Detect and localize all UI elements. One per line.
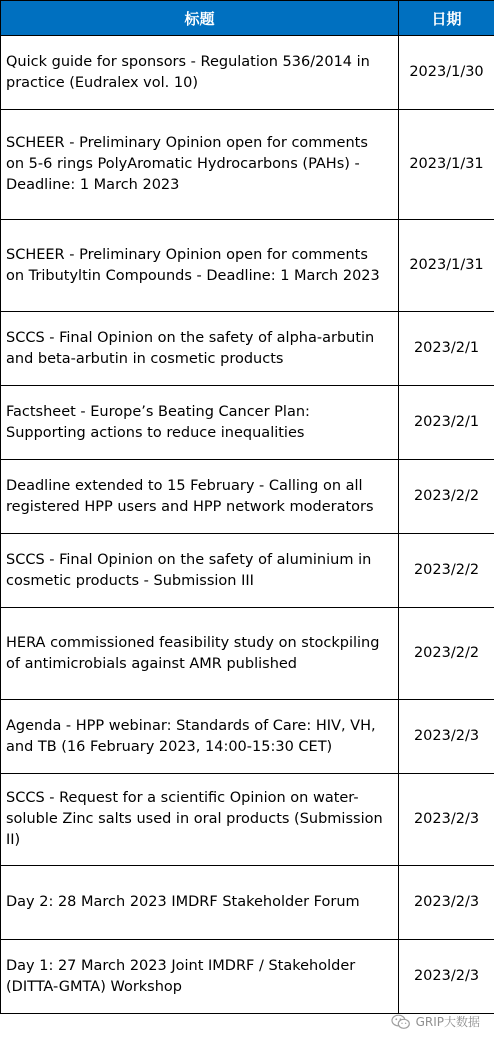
row-date: 2023/2/1: [399, 312, 494, 386]
row-date: 2023/1/31: [399, 110, 494, 220]
table-row: [1, 460, 494, 534]
row-title: SCCS - Final Opinion on the safety of alpha-arbutin and beta-arbutin in cosmetic products: [1, 312, 399, 386]
table-row: [1, 386, 494, 460]
title-column-header: 标题: [1, 1, 399, 36]
watermark: [391, 1013, 480, 1030]
row-title: Day 2: 28 March 2023 IMDRF Stakeholder Forum: [1, 866, 399, 940]
row-date: 2023/2/3: [399, 940, 494, 1014]
row-date: 2023/2/2: [399, 460, 494, 534]
row-title: SCHEER - Preliminary Opinion open for comments on 5-6 rings PolyAromatic Hydrocarbons (PAHs) - Deadline: 1 March 2023: [1, 110, 399, 220]
wechat-icon: [391, 1014, 411, 1030]
row-title: SCCS - Request for a scientific Opinion on water-soluble Zinc salts used in oral products (Submission II): [1, 774, 399, 866]
row-date: 2023/2/1: [399, 386, 494, 460]
table-row: [1, 608, 494, 700]
table-row: [1, 866, 494, 940]
table-row: [1, 110, 494, 220]
date-column-header: 日期: [399, 1, 494, 36]
row-title: Quick guide for sponsors - Regulation 536/2014 in practice (Eudralex vol. 10): [1, 36, 399, 110]
table-row: [1, 312, 494, 386]
row-title: Factsheet - Europe’s Beating Cancer Plan: Supporting actions to reduce inequalities: [1, 386, 399, 460]
row-title: Day 1: 27 March 2023 Joint IMDRF / Stakeholder (DITTA-GMTA) Workshop: [1, 940, 399, 1014]
table-row: [1, 534, 494, 608]
table-header-row: [1, 1, 494, 36]
watermark-text: GRIP大数据: [415, 1015, 480, 1029]
row-title: HERA commissioned feasibility study on stockpiling of antimicrobials against AMR published: [1, 608, 399, 700]
row-title: SCHEER - Preliminary Opinion open for comments on Tributyltin Compounds - Deadline: 1 March 2023: [1, 220, 399, 312]
row-date: 2023/2/3: [399, 866, 494, 940]
row-date: 2023/2/3: [399, 774, 494, 866]
row-date: 2023/2/3: [399, 700, 494, 774]
row-title: Deadline extended to 15 February - Calling on all registered HPP users and HPP network moderators: [1, 460, 399, 534]
table-row: [1, 774, 494, 866]
table-row: [1, 700, 494, 774]
row-title: Agenda - HPP webinar: Standards of Care: HIV, VH, and TB (16 February 2023, 14:00-15:30 CET): [1, 700, 399, 774]
table-row: [1, 36, 494, 110]
row-date: 2023/1/31: [399, 220, 494, 312]
row-date: 2023/1/30: [399, 36, 494, 110]
row-title: SCCS - Final Opinion on the safety of aluminium in cosmetic products - Submission III: [1, 534, 399, 608]
table-row: [1, 220, 494, 312]
row-date: 2023/2/2: [399, 608, 494, 700]
table-row: [1, 940, 494, 1014]
row-date: 2023/2/2: [399, 534, 494, 608]
